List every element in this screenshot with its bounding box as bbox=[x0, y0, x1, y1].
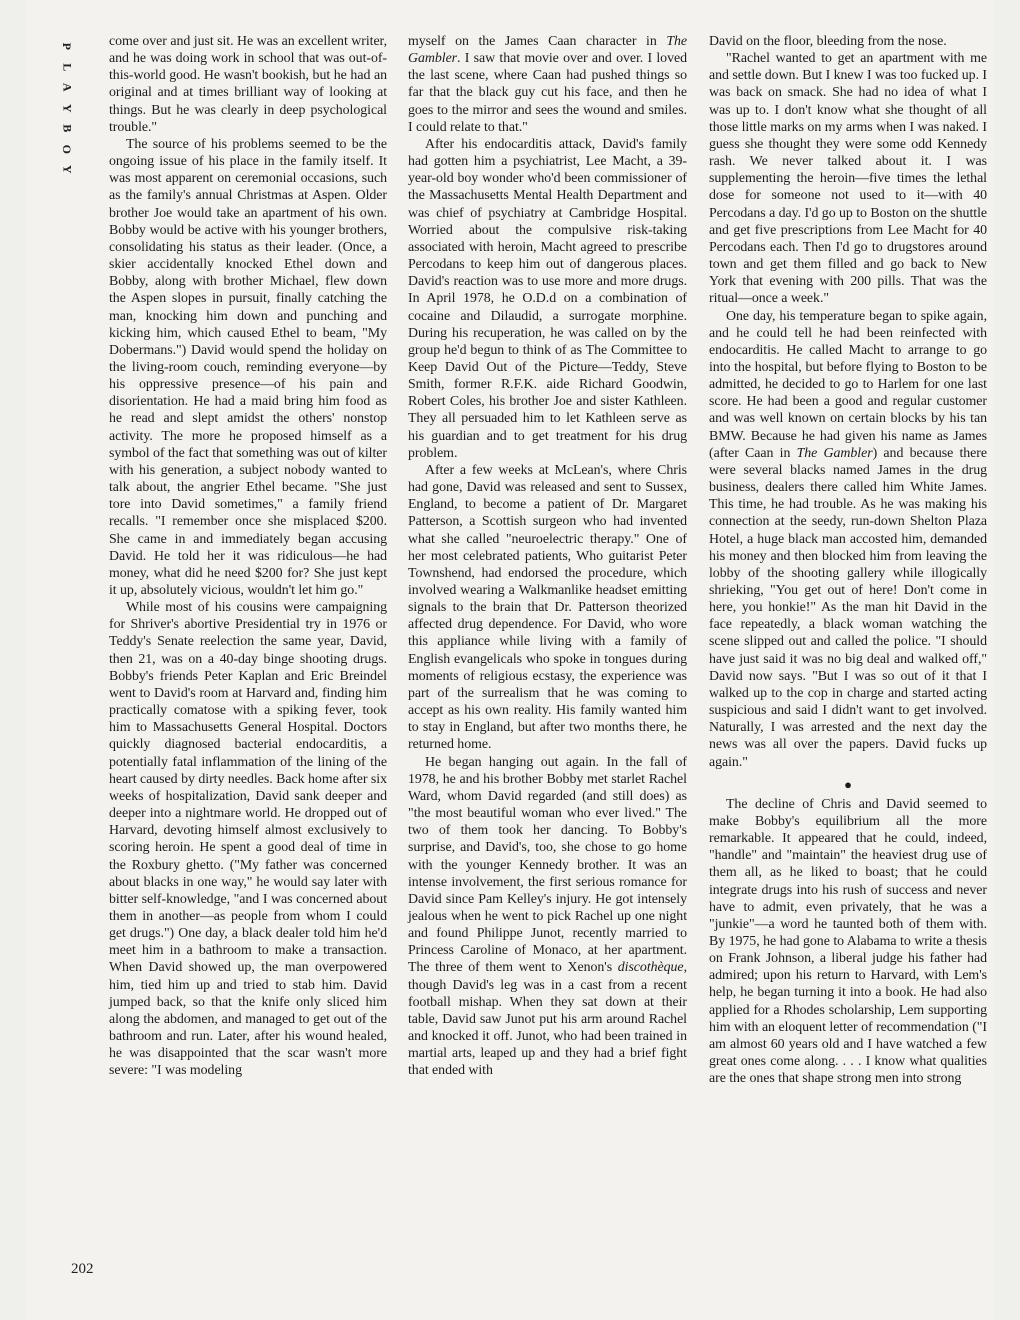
body-paragraph: The decline of Chris and David seemed to make Bobby's equilibrium all the more remarkable. It appeared that he could, indeed, "handle" and "maintain" the heaviest drug use of them all, as he liked to boast; that he could integrate drugs into his rush of success and never have to admit, even privately, that he was a "junkie"—a word he taunted both of them with. By 1975, he had gone to Alabama to write a thesis on Frank Johnson, a liberal judge his father had admired; upon his return to Harvard, with Lem's help, he began turning it into a book. He had also applied for a Rhodes scholarship, Lem supporting him with an eloquent letter of recommendation ("I am almost 60 years old and I have watched a few great ones come along. . . . I know what qualities are the ones that shape strong men into strong bbox=[709, 796, 987, 1087]
body-paragraph: He began hanging out again. In the fall of 1978, he and his brother Bobby met starlet Rachel Ward, whom David regarded (and still does) as "the most beautiful woman who ever lived." The two of them took her dancing. To Bobby's surprise, and David's, too, she chose to go home with the younger Kennedy brother. It was an intense involvement, the first serious romance for David since Pam Kelley's injury. He got intensely jealous when he went to pick Rachel up one night and found Philippe Junot, recently married to Princess Caroline of Monaco, at her apartment. The three of them went to Xenon's discothèque, though David's leg was in a cast from a recent football mishap. When they sat down at their table, David saw Junot put his arm around Rachel and knocked it off. Junot, who had been trained in martial arts, leaped up and they had a brief fight that ended with bbox=[408, 754, 687, 1079]
body-paragraph: After his endocarditis attack, David's family had gotten him a psychiatrist, Lee Macht, a 39-year-old boy wonder who'd been commissioner of the Massachusetts Mental Health Department and was chief of psychiatry at Cambridge Hospital. Worried about the compulsive risk-taking associated with heroin, Macht agreed to prescribe Percodans to keep him out of dangerous places. David's reaction was to use more and more drugs. In April 1978, he O.D.d on a combination of cocaine and Dilaudid, a surrogate morphine. During his recuperation, he was called on by the group he'd begun to think of as The Committee to Keep David Out of the Picture—Teddy, Steve Smith, former R.F.K. aide Richard Goodwin, Robert Coles, his brother Joe and sister Kathleen. They all persuaded him to let Kathleen serve as his guardian and to get treatment for his drug problem. bbox=[408, 136, 687, 461]
body-paragraph: One day, his temperature began to spike again, and he could tell he had been reinfected with endocarditis. He called Macht to arrange to go into the hospital, but before flying to Boston to be admitted, he decided to go to Harlem for one last score. He had been a good and regular customer and was well known on certain blocks by his tan BMW. Because he had given his name as James (after Caan in The Gambler) and because there were several blacks named James in the drug business, dealers there called him White James. This time, he had trouble. As he was making his connection at the seedy, run-down Shelton Plaza Hotel, a huge black man accosted him, demanded his money and then blocked him from leaving the lobby of the shooting gallery while illogically shrieking, "You get out of here! Don't come in here, you honkie!" As the man hit David in the face repeatedly, a black woman watching the scene slipped out and called the police. "I should have just said it was no big deal and walked off," David now says. "But I was so out of it that I walked up to the cop in charge and started acting suspicious and said I didn't want to get involved. Naturally, I was arrested and the next day the news was all over the papers. David fucks up again." bbox=[709, 308, 987, 770]
body-paragraph: "Rachel wanted to get an apartment with me and settle down. But I knew I was too fucked up. I was back on smack. She had no idea of what I was up to. I don't know what she thought of all those little marks on my arms when I was naked. I guess she thought they were some odd Kennedy rash. We never talked about it. I was supplementing the heroin—five times the lethal dose for someone not used to it—with 40 Percodans a day. I'd go up to Boston on the shuttle and get five prescriptions from Lee Macht for 40 Percodans each. Then I'd go to drugstores around town and get them filled and go back to New York that evening with 200 pills. That was the ritual—once a week." bbox=[709, 51, 987, 307]
masthead-letter: A bbox=[60, 82, 75, 92]
text-column-3 bbox=[709, 33, 987, 1087]
body-paragraph: myself on the James Caan character in The Gambler. I saw that movie over and over. I loved the last scene, where Caan had pushed things so far that the black guy cut his face, and then he goes to the mirror and sees the wound and smiles. I could relate to that." bbox=[408, 34, 687, 135]
masthead-letter: Y bbox=[60, 103, 75, 113]
masthead-letter: B bbox=[60, 124, 75, 133]
text-column-2 bbox=[408, 33, 687, 1080]
masthead-playboy bbox=[57, 36, 75, 180]
section-divider-bullet: ● bbox=[844, 776, 852, 792]
body-paragraph: David on the floor, bleeding from the nose. bbox=[709, 34, 947, 49]
text-column-1 bbox=[109, 33, 387, 1080]
masthead-letter: Y bbox=[60, 164, 75, 174]
body-paragraph: The source of his problems seemed to be the ongoing issue of his place in the family itself. It was most apparent on ceremonial occasions, such as the family's annual Christmas at Aspen. Older brother Joe would take an apartment of his own. Bobby would be active with his younger brothers, consolidating his status as their leader. (Once, a skier accidentally knocked Ethel down and Bobby, along with brother Michael, flew down the Aspen slopes in pursuit, finally catching the man, knocking him down and punching and kicking him, which caused Ethel to beam, "My Dobermans.") David would spend the holiday on the living-room couch, reminding everyone—by his oppressive presence—of his pain and disorientation. He had a maid bring him food as he read and slept amidst the others' nonstop activity. The more he proposed himself as a symbol of the fact that something was out of kilter with his generation, a subject nobody wanted to talk about, the angrier Ethel became. "She just tore into David sometimes," a family friend recalls. "I remember once she misplaced $200. She came in and immediately began accusing David. He told her it was ridiculous—he had money, what did he need $200 for? She just kept it up, absolutely vicious, wouldn't let him go." bbox=[109, 136, 387, 598]
body-paragraph: After a few weeks at McLean's, where Chris had gone, David was released and sent to Sussex, England, to become a patient of Dr. Margaret Patterson, a Scottish surgeon who had invented what she called "neuroelectric therapy." One of her most celebrated patients, Who guitarist Peter Townshend, had endorsed the procedure, which involved wearing a Walkmanlike headset emitting signals to the brain that Dr. Patterson theorized affected drug dependence. For David, who wore this appliance while living with a family of English evangelicals who spoke in tongues during moments of religious ecstasy, the experience was part of the surrealism that he was coming to accept as his own reality. His family wanted him to stay in England, but after two months there, he returned home. bbox=[408, 462, 687, 753]
masthead-letter: O bbox=[60, 144, 75, 154]
masthead-letter: L bbox=[60, 62, 75, 71]
body-paragraph: While most of his cousins were campaigning for Shriver's abortive Presidential try in 1976 or Teddy's Senate reelection the same year, David, then 21, was on a 40-day binge shooting drugs. Bobby's friends Peter Kaplan and Eric Breindel went to David's room at Harvard and, finding him practically comatose with a spiking fever, took him to Massachusetts General Hospital. Doctors quickly diagnosed bacterial endocarditis, a potentially fatal inflammation of the lining of the heart caused by dirty needles. Back home after six weeks of hospitalization, David sank deeper and deeper into a nightmare world. He dropped out of Harvard, devoting himself almost exclusively to scoring heroin. He spent a good deal of time in the Roxbury ghetto. ("My father was concerned about blacks in one way," he would say later with bitter self-knowledge, "and I was concerned about them in another—as people from whom I could get drugs.") One day, a black dealer told him he'd meet him in a bathroom to make a transaction. When David showed up, the man overpowered him, tied him up and tried to stab him. David jumped back, so that the knife only sliced him along the abdomen, and managed to get out of the bathroom and run. Later, after his wound healed, he was disappointed that the scar wasn't more severe: "I was modeling bbox=[109, 600, 387, 1079]
masthead-letter: P bbox=[60, 42, 75, 50]
body-paragraph: come over and just sit. He was an excellent writer, and he was doing work in school that was out-of-this-world good. He wasn't bookish, but he had an original and at times brilliant way of looking at things. But he was clearly in deep psychological trouble." bbox=[109, 34, 387, 135]
magazine-page bbox=[26, 0, 994, 1320]
page-number: 202 bbox=[71, 1261, 94, 1277]
